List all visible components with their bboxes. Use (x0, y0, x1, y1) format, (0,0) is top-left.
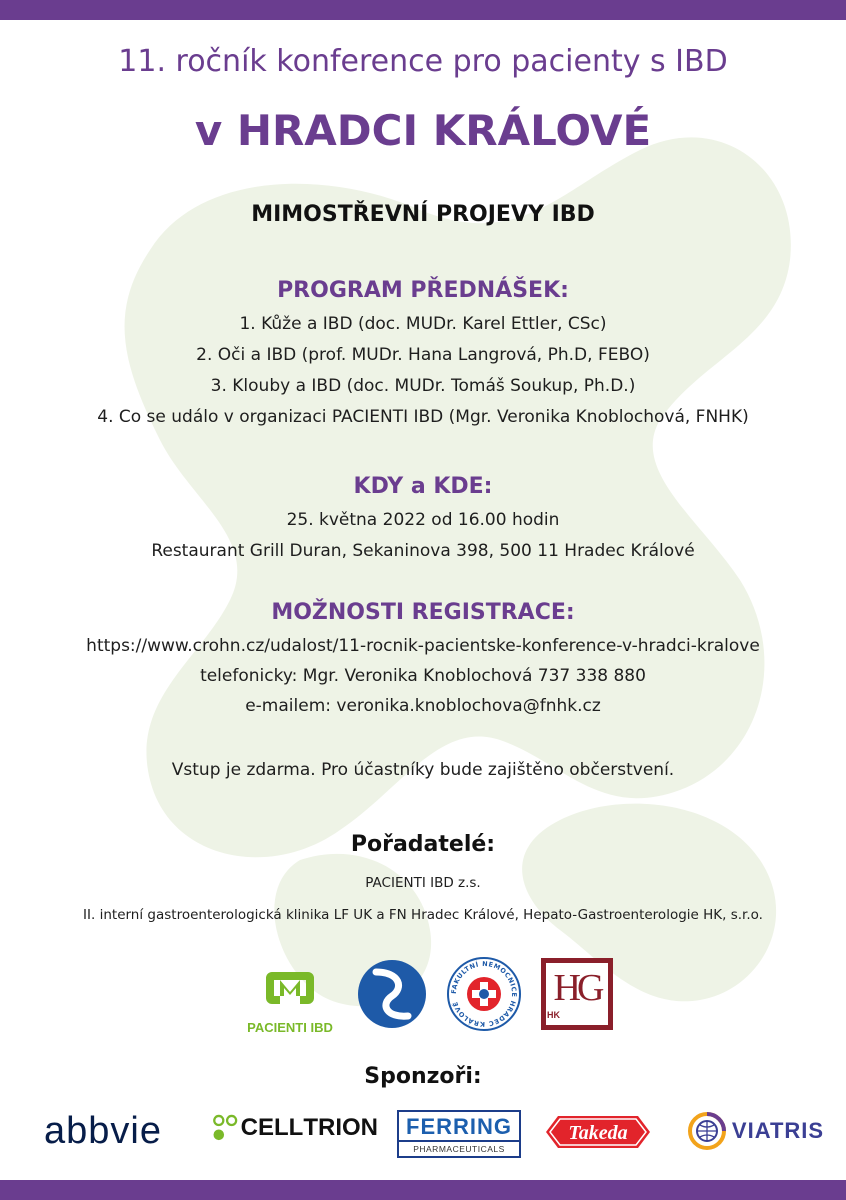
registration-heading: MOŽNOSTI REGISTRACE: (271, 600, 575, 625)
hg-letters: HG (553, 967, 601, 1009)
conference-theme: MIMOSTŘEVNÍ PROJEVY IBD (251, 202, 595, 227)
globe-icon (688, 1112, 726, 1150)
celltrion-thin-text: TRION (303, 1114, 378, 1141)
event-date: 25. května 2022 od 16.00 hodin (286, 510, 560, 530)
program-item: 4. Co se událo v organizaci PACIENTI IBD (Mgr. Veronika Knoblochová, FNHK) (97, 407, 749, 427)
organizer-line: II. interní gastroenterologická klinika LF UK a FN Hradec Králové, Hepato-Gastroenterologie HK, s.r.o. (83, 907, 763, 923)
hg-sub-text: HK (547, 1010, 560, 1020)
viatris-logo (680, 1106, 832, 1156)
gastro-clinic-logo (356, 958, 428, 1034)
organizers-heading: Pořadatelé: (350, 832, 496, 857)
registration-phone: telefonicky: Mgr. Veronika Knoblochová 737 338 880 (200, 666, 646, 686)
program-item: 1. Kůže a IBD (doc. MUDr. Karel Ettler, CSc) (239, 314, 607, 334)
sponsors-heading: Sponzoři: (364, 1064, 482, 1089)
viatris-name: VIATRIS (731, 1118, 825, 1143)
ferring-name: FERRING (406, 1114, 512, 1139)
celltrion-bold-text: CELL (240, 1114, 304, 1141)
when-where-heading: KDY a KDE: (353, 474, 493, 499)
registration-email[interactable]: e-mailem: veronika.knoblochova@fnhk.cz (245, 696, 601, 716)
registration-url[interactable]: https://www.crohn.cz/udalost/11-rocnik-pacientske-konference-v-hradci-kralove (86, 636, 760, 656)
program-item: 2. Oči a IBD (prof. MUDr. Hana Langrová, Ph.D, FEBO) (196, 345, 650, 365)
conference-city: v HRADCI KRÁLOVÉ (194, 106, 652, 155)
fnhk-ring-text: FAKULTNÍ NEMOCNICE HRADEC KRÁLOVÉ (449, 959, 519, 1029)
program-item: 3. Klouby a IBD (doc. MUDr. Tomáš Soukup, Ph.D.) (210, 376, 636, 396)
free-entry-note: Vstup je zdarma. Pro účastníky bude zajištěno občerstvení. (171, 760, 675, 780)
celltrion-logo (212, 1100, 378, 1156)
ferring-subtitle: PHARMACEUTICALS (399, 1140, 519, 1156)
hepato-gastro-hk-logo (541, 958, 613, 1030)
takeda-logo (534, 1104, 662, 1160)
conference-title: 11. ročník konference pro pacienty s IBD (118, 44, 728, 79)
intestine-icon (238, 966, 342, 1010)
fnhk-logo (446, 956, 522, 1036)
takeda-name: Takeda (568, 1122, 628, 1144)
organizer-line: PACIENTI IBD z.s. (365, 875, 481, 891)
event-place: Restaurant Grill Duran, Sekaninova 398, 500 11 Hradec Králové (151, 541, 695, 561)
program-heading: PROGRAM PŘEDNÁŠEK: (277, 278, 569, 303)
ferring-logo (394, 1106, 524, 1162)
pacienti-ibd-logo (238, 966, 342, 1036)
celltrion-dots-icon (212, 1108, 241, 1148)
abbvie-logo: abbvie (44, 1109, 162, 1152)
pacienti-ibd-logo-text: PACIENTI IBD (247, 1020, 333, 1035)
